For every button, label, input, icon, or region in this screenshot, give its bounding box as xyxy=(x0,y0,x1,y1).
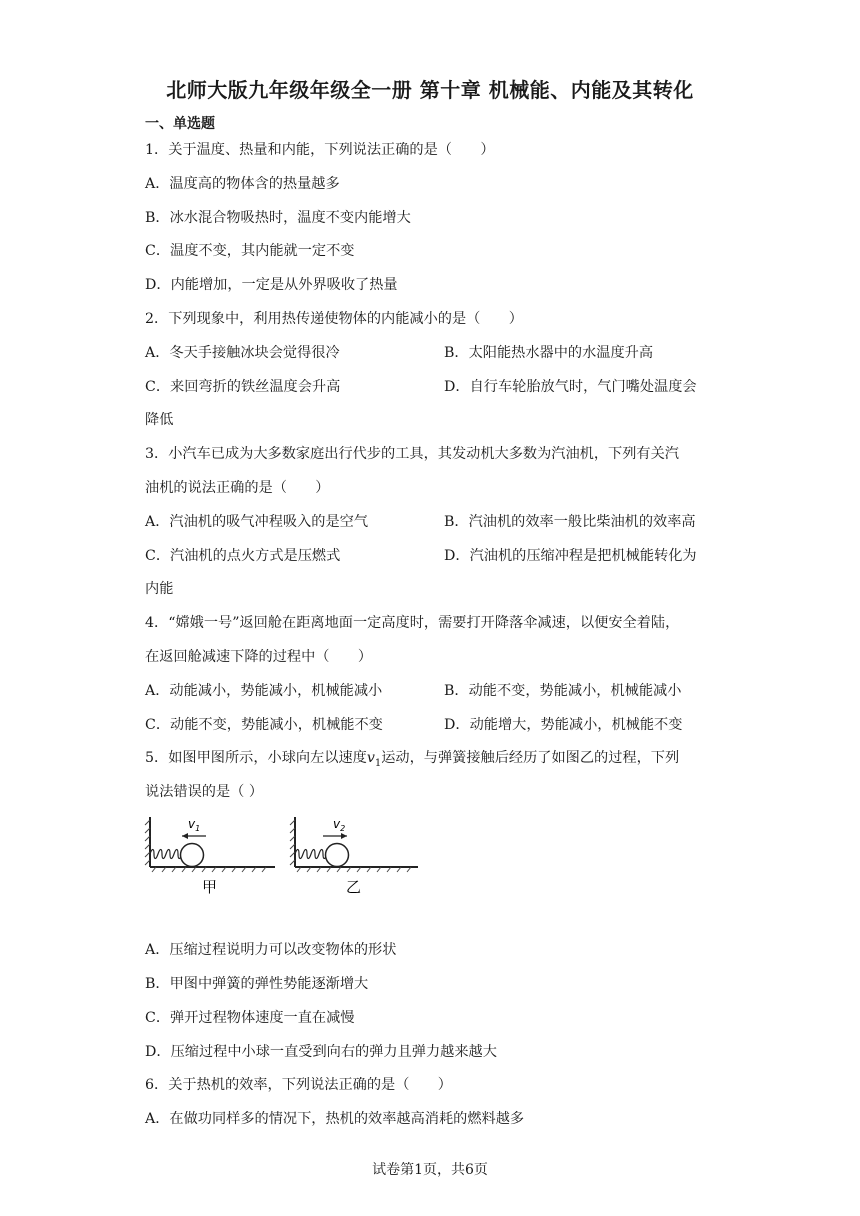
q1-option-a: A．温度高的物体含的热量越多 xyxy=(145,176,340,192)
q3-option-a: A．汽油机的吸气冲程吸入的是空气 xyxy=(145,514,369,530)
section-heading: 一、单选题 xyxy=(145,116,215,132)
q5-option-b: B．甲图中弹簧的弹性势能逐渐增大 xyxy=(145,976,369,992)
question-5-stem-cont: 说法错误的是（ ） xyxy=(145,784,264,800)
q4-option-a: A．动能减小，势能减小，机械能减小 xyxy=(145,683,383,699)
question-3-stem: 3．小汽车已成为大多数家庭出行代步的工具，其发动机大多数为汽油机，下列有关汽 xyxy=(145,446,679,462)
spring-ball-figure xyxy=(140,812,440,897)
question-4-stem: 4．“嫦娥一号”返回舱在距离地面一定高度时，需要打开降落伞减速，以便安全着陆， xyxy=(145,615,680,631)
figure-jia xyxy=(145,817,275,896)
q2-option-b: B．太阳能热水器中的水温度升高 xyxy=(444,345,654,361)
q2-option-c: C．来回弯折的铁丝温度会升高 xyxy=(145,379,341,395)
question-4-stem-cont: 在返回舱减速下降的过程中（ ） xyxy=(145,649,373,665)
question-1-stem: 1．关于温度、热量和内能，下列说法正确的是（ ） xyxy=(145,142,495,158)
q2-option-a: A．冬天手接触冰块会觉得很冷 xyxy=(145,345,340,361)
ball-icon xyxy=(181,844,204,867)
v1-label: $v_1$ xyxy=(188,817,201,833)
v2-label: $v_2$ xyxy=(333,817,346,833)
figure-label-yi: 乙 xyxy=(346,878,362,896)
q5-option-a: A．压缩过程说明力可以改变物体的形状 xyxy=(145,942,397,958)
q1-option-d: D．内能增加，一定是从外界吸收了热量 xyxy=(145,277,398,293)
figure-yi xyxy=(290,817,418,896)
q5-v-subscript: 1 xyxy=(374,757,382,769)
q5-v-symbol: v xyxy=(366,750,375,766)
q4-option-d: D．动能增大，势能减小，机械能不变 xyxy=(444,717,683,733)
q1-option-c: C．温度不变，其内能就一定不变 xyxy=(145,243,355,259)
q4-option-b: B．动能不变，势能减小，机械能减小 xyxy=(444,683,682,699)
q1-option-b: B．冰水混合物吸热时，温度不变内能增大 xyxy=(145,210,411,226)
q2-option-d-cont: 降低 xyxy=(145,412,174,428)
ball-icon xyxy=(326,844,349,867)
q5-text-a: 5．如图甲图所示，小球向左以速度 xyxy=(145,750,367,766)
figure-label-jia: 甲 xyxy=(202,878,218,896)
q6-option-a: A．在做功同样多的情况下，热机的效率越高消耗的燃料越多 xyxy=(145,1111,525,1127)
arrow-left-icon xyxy=(182,833,188,839)
q3-option-d: D．汽油机的压缩冲程是把机械能转化为 xyxy=(444,548,697,564)
q3-option-b: B．汽油机的效率一般比柴油机的效率高 xyxy=(444,514,696,530)
page-footer: 试卷第1页，共6页 xyxy=(372,1162,488,1178)
q5-text-b: 运动，与弹簧接触后经历了如图乙的过程，下列 xyxy=(381,750,680,766)
q4-option-c: C．动能不变，势能减小，机械能不变 xyxy=(145,717,383,733)
question-5-stem xyxy=(145,748,679,774)
arrow-right-icon xyxy=(341,833,347,839)
page-title: 北师大版九年级年级全一册 第十章 机械能、内能及其转化 xyxy=(166,78,694,102)
q5-option-d: D．压缩过程中小球一直受到向右的弹力且弹力越来越大 xyxy=(145,1044,497,1060)
question-2-stem: 2．下列现象中，利用热传递使物体的内能减小的是（ ） xyxy=(145,311,523,327)
q3-option-c: C．汽油机的点火方式是压燃式 xyxy=(145,548,341,564)
q5-option-c: C．弹开过程物体速度一直在减慢 xyxy=(145,1010,355,1026)
question-3-stem-cont: 油机的说法正确的是（ ） xyxy=(145,480,330,496)
q2-option-d: D．自行车轮胎放气时，气门嘴处温度会 xyxy=(444,379,697,395)
question-6-stem: 6．关于热机的效率，下列说法正确的是（ ） xyxy=(145,1077,452,1093)
q3-option-d-cont: 内能 xyxy=(145,581,174,597)
